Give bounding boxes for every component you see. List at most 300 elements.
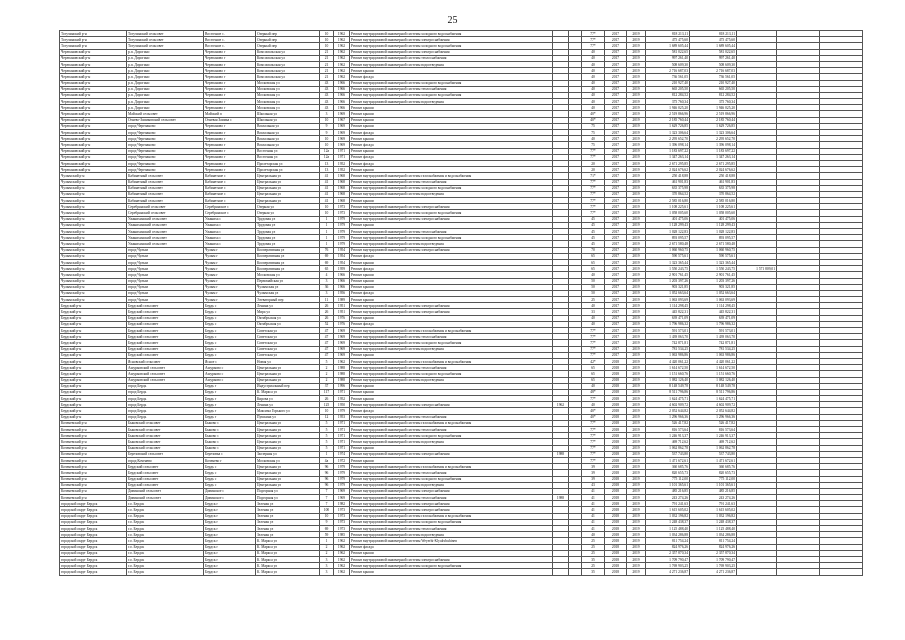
table-cell: Зеленая ул [256,526,320,532]
table-cell: Трудовая ул [256,229,320,235]
table-cell: 77* [582,352,605,358]
table-cell: 360 685,76 [690,464,737,470]
table-cell: 370 864,52 [646,191,690,197]
table-cell: 2019 [627,235,646,241]
table-cell: Бердский р-н [60,402,127,408]
table-cell: 40 [582,383,605,389]
table-cell: Ремонт внутридомовой инженерной системы газоснабжения и водоснабжения [350,513,553,519]
table-cell: 665 205,50 [646,86,690,92]
table-cell: 65 [320,266,334,272]
table-cell: Ремонт крыши [350,111,553,117]
table-cell: 2 [320,550,334,556]
table-cell: 10 [320,204,334,210]
table-cell: Озерный пер [256,43,320,49]
table-cell: 2018 [605,396,627,402]
table-cell: 2017 [605,55,627,61]
table-cell: 2019 [627,61,646,67]
table-cell: 4 602 909,72 [690,402,737,408]
table-cell: 2017 [605,284,627,290]
table-cell: Ремонт внутридомовой инженерной системы электроснабжения [350,507,553,513]
table-cell: Ремонт фасада [350,160,553,166]
table-cell: 1 629 726,85 [646,123,690,129]
table-cell: 1 [320,451,334,457]
table-cell: 1966 [334,272,350,278]
table-cell [569,569,582,575]
table-cell: 40 [582,86,605,92]
table-cell: 2019 [627,495,646,501]
table-cell: Быковский сельсовет [127,445,204,451]
table-cell: 2018 [605,408,627,414]
table-cell: Ремонт крыши [350,383,553,389]
table-row [60,569,863,575]
table-cell: 2019 [627,457,646,463]
table-cell: Ужаниха с [204,241,256,247]
table-cell: 1 151 660,76 [646,371,690,377]
table-cell: 2017 [605,340,627,346]
table-cell: 461 901,83 [646,179,690,185]
table-cell: 1 396 098,14 [690,142,737,148]
table-cell: 1971 [334,420,350,426]
table-cell: 1 796 986,32 [690,321,737,327]
table-cell: 26 [320,315,334,321]
table-cell: 10 [320,43,334,49]
table-cell: г.о. Бердск [127,519,204,525]
table-cell: Серебрянское с [204,204,256,210]
table-cell: Коченевский р-н [60,433,127,439]
table-cell: Коченевский р-н [60,445,127,451]
table-cell: 1968 [334,173,350,179]
table-cell: Московская ул [256,105,320,111]
table-cell: Черепановский р-н [60,105,127,111]
table-cell: г.о. Бердск [127,538,204,544]
table-cell: 2 185 760,44 [646,117,690,123]
table-cell: 2017 [605,266,627,272]
table-cell: Ремонт крыши [350,167,553,173]
table-cell: 2 024 676,62 [646,167,690,173]
table-cell: Быковский сельсовет [127,433,204,439]
table-cell: Ремонт внутридомовой инженерной системы теплоснабжения [350,334,553,340]
table-cell: городской округ Бердск [60,519,127,525]
table-cell: 41 [320,185,334,191]
table-cell: 1969 [334,328,350,334]
table-cell: Бердск г [204,519,256,525]
table-cell: Черепаново г [204,49,256,55]
table-cell: Ремонт внутридомовой инженерной системы водоотведения [350,439,553,445]
table-cell: Бердский сельсовет [127,340,204,346]
table-cell: Черепановский р-н [60,99,127,105]
table-cell: 40* [582,414,605,420]
table-cell: 2019 [627,266,646,272]
table-cell: Коченевский р-н [60,495,127,501]
table-cell: 824 976,26 [646,544,690,550]
table-cell: Ремонт внутридомовой инженерной системы холодного водоснабжения [350,433,553,439]
table-cell: Ремонт внутридомовой инженерной системы электроснабжения [350,204,553,210]
table-cell: Ремонт внутридомовой инженерной системы теплоснабжения [350,526,553,532]
table-cell: Кабинетное с [204,179,256,185]
table-cell: Ашурково с [204,371,256,377]
table-cell: 47 [320,340,334,346]
table-cell: Бердский сельсовет [127,482,204,488]
table-cell: 2018 [605,464,627,470]
table-cell: 1982 [334,501,350,507]
table-cell: 2017 [605,43,627,49]
table-cell: 1966 [334,92,350,98]
table-cell: Ремонт крыши [350,259,553,265]
table-cell: Чулым г [204,290,256,296]
table-cell: р.п. Дорогино [127,55,204,61]
table-cell: 2019 [627,297,646,303]
table-cell: 1 [320,229,334,235]
table-cell: Черепаново г [204,92,256,98]
table-cell: Чулым г [204,284,256,290]
table-cell: 2018 [605,427,627,433]
table-cell: Кабинетный сельсовет [127,198,204,204]
table-cell: 77* [582,185,605,191]
table-cell: Ремонт крыши [350,148,553,154]
table-cell: 96 [320,470,334,476]
table-cell: 2019 [627,309,646,315]
table-cell: 2017 [605,315,627,321]
table-cell: город Бердь [127,396,204,402]
table-cell: Ремонт внутридомовой инженерной системы теплоснабжения [350,427,553,433]
table-cell: 1969 [334,142,350,148]
table-cell: Ужанихинский сельсовет [127,241,204,247]
table-cell: 1967 [334,117,350,123]
table-cell: р.п. Дорогино [127,74,204,80]
table-cell: 1 571 809,01 [737,266,777,272]
table-cell: 1969 [334,334,350,340]
table-cell: 2017 [605,154,627,160]
table-cell: 12а [320,148,334,154]
table-cell: 45 [582,235,605,241]
table-cell: Коченевский р-н [60,420,127,426]
table-cell: город Чулым [127,284,204,290]
table-cell: 1 063 986,86 [690,352,737,358]
table-cell: Чулымский р-н [60,241,127,247]
table-cell: 997 261,40 [690,55,737,61]
table-cell: 77* [582,43,605,49]
table-cell: г.о. Бердск [127,526,204,532]
table-cell: 40 [582,92,605,98]
table-cell: 2 901 761,45 [690,272,737,278]
table-cell: Ремонт фасада [350,266,553,272]
table-cell: 1962 [334,74,350,80]
table-cell: 2019 [627,513,646,519]
table-cell: 1 946 025,20 [690,105,737,111]
table-cell: Кабинетный сельсовет [127,173,204,179]
table-cell: 1 060 960,75 [690,247,737,253]
table-cell: 820 655,73 [690,470,737,476]
table-cell: 2017 [605,235,627,241]
table-cell: Ремонт внутридомовой инженерной системы холодного водоснабжения [350,80,553,86]
table-cell: 2017 [605,61,627,67]
table-cell: 461 901,83 [690,179,737,185]
table-cell: 11 [320,297,334,303]
table-cell: 1962 [334,37,350,43]
table-cell: 1952 [334,396,350,402]
table-cell: 21 [320,55,334,61]
table-cell: 77* [582,439,605,445]
table-cell: Восточное с. [204,43,256,49]
table-cell: Центральная ул [256,420,320,426]
table-cell: Бердь г [204,389,256,395]
table-cell: Ремонт крыши [350,272,553,278]
table-cell: Ремонт крыши [350,222,553,228]
table-cell: Черепановский р-н [60,49,127,55]
table-cell: Ужаниха с [204,216,256,222]
table-cell: Центральная ул [256,198,320,204]
table-cell: 2019 [627,148,646,154]
table-cell: 3 [320,563,334,569]
table-cell [553,569,569,575]
table-cell: Бердь с [204,315,256,321]
table-cell: 2019 [627,315,646,321]
table-cell: Коченевский р-н [60,488,127,494]
table-cell: Озерная ул [256,210,320,216]
table-cell: 50 [582,290,605,296]
table-cell: Бердск г [204,569,256,575]
table-cell: город Чулым [127,297,204,303]
table-cell: Кооперативная ул [256,266,320,272]
table-cell: 2 519 866,96 [690,111,737,117]
table-cell: Ремонт внутридомовой инженерной системы газоснабжения и водоснабжения [350,173,553,179]
table-cell: 2019 [627,358,646,364]
table-cell: 2019 [627,365,646,371]
table-cell: Бердь с [204,346,256,352]
table-cell: 1 624 475,71 [646,396,690,402]
table-cell: 96 [320,482,334,488]
table-cell: 71* [582,173,605,179]
table-cell: Ремонт крыши [350,569,553,575]
table-cell: Серебрянский сельсовет [127,204,204,210]
table-cell: 100 [320,507,334,513]
table-cell: 25 [582,550,605,556]
table-cell: 2 585 016,80 [690,198,737,204]
table-cell: Коченевский р-н [60,457,127,463]
table-cell: 1951 [334,309,350,315]
table-cell: Бердский р-н [60,371,127,377]
table-cell: 2017 [605,222,627,228]
table-cell: 2017 [605,179,627,185]
table-cell: 33 [582,309,605,315]
table-cell: 7 [320,501,334,507]
table-cell: Ремонт внутридомовой инженерной системы холодного водоснабжения [350,476,553,482]
table-cell: 1 769 903,25 [690,563,737,569]
table-cell: Московская ул [256,86,320,92]
table-cell: 1 125 488,40 [690,526,737,532]
table-cell: Трудовая ул [256,216,320,222]
table-cell: Чулымский р-н [60,278,127,284]
table-cell: 2 185 760,44 [690,117,737,123]
table-cell: 1 769 903,25 [646,563,690,569]
table-cell: Московская ул [256,99,320,105]
table-cell: 40 [582,80,605,86]
table-cell: Чулым г [204,278,256,284]
table-cell: 10 [320,117,334,123]
table-cell: Зеленая ул [256,501,320,507]
table-cell: 1962 [334,563,350,569]
table-cell: Чулым г [204,297,256,303]
table-cell: Ремонт внутридомовой инженерной системы газоснабжения и водоснабжения [350,328,553,334]
table-cell: 445 822,31 [646,309,690,315]
table-cell: 1968 [334,185,350,191]
table-cell: Ашурково с [204,377,256,383]
table-cell: 1 946 025,20 [646,105,690,111]
table-cell: 2019 [627,222,646,228]
table-cell: 2018 [605,371,627,377]
table-cell: город Чулым [127,253,204,259]
table-cell: 1 689 605,44 [646,43,690,49]
table-cell: 1988 [553,495,569,501]
table-cell: 2018 [605,538,627,544]
table-cell: 1969 [334,123,350,129]
table-cell: Бердск г [204,556,256,562]
table-cell: 2018 [605,476,627,482]
table-cell: 75 [582,142,605,148]
table-cell: 1971 [334,433,350,439]
table-cell: 1988 [334,371,350,377]
table-cell: 665 205,50 [690,86,737,92]
table-cell: 2 671 580,48 [646,241,690,247]
table-cell: 2019 [627,105,646,111]
table-cell: 1974 [334,451,350,457]
table-cell: Бердский сельсовет [127,309,204,315]
table-cell: г.о. Бердск [127,532,204,538]
table-cell: г.о. Бердск [127,501,204,507]
table-cell: 5 [320,427,334,433]
table-cell: 1969 [334,130,350,136]
table-cell: Мира ул [256,309,320,315]
table-cell: 41 [582,501,605,507]
table-cell: Черепановский р-н [60,160,127,166]
table-cell: Максима Горького ул [256,408,320,414]
table-cell: 537 743,80 [690,451,737,457]
table-cell: 2017 [605,198,627,204]
table-cell: Бердский р-н [60,321,127,327]
table-cell: 2019 [627,556,646,562]
table-cell: Бердский р-н [60,315,127,321]
table-cell: 2017 [605,346,627,352]
table-cell: 1 128 299,43 [690,222,737,228]
table-cell: Бердь с [204,464,256,470]
table-cell: Зеленая ул [256,532,320,538]
table-cell: Ремонт внутридомовой инженерной системы водоотведения [350,377,553,383]
table-cell: 1971 [334,445,350,451]
table-cell: Коченевский р-н [60,476,127,482]
table-cell: 736 561,05 [646,74,690,80]
table-cell: 2017 [605,80,627,86]
table-cell: 2019 [627,464,646,470]
table-cell: 2019 [627,154,646,160]
table-cell: 41 [582,526,605,532]
table-cell: 47 [320,334,334,340]
table-cell: город Чулым [127,272,204,278]
table-cell: 40 [582,74,605,80]
table-cell: 1953 [334,414,350,420]
table-cell: Центральная ул [256,464,320,470]
table-cell: 775 112,00 [690,476,737,482]
table-cell: Кабинетное с [204,173,256,179]
table-cell: Бердь с [204,328,256,334]
table-cell: Ужаниха с [204,222,256,228]
table-cell: 1952 [334,160,350,166]
table-cell: 1979 [334,235,350,241]
table-cell: Черепаново г [204,99,256,105]
table-cell: 4 420 061,22 [690,358,737,364]
table-cell: 40 [582,105,605,111]
table-cell: 77* [582,346,605,352]
table-cell: Дивинское с [204,488,256,494]
table-cell: 1951 [334,303,350,309]
table-cell: 243 274,26 [646,495,690,501]
table-cell: 40 [582,532,605,538]
table-cell: 2017 [605,148,627,154]
table-cell: Ужаниха с [204,235,256,241]
table-cell: 77* [582,210,605,216]
table-cell: 2017 [605,303,627,309]
table-cell: 508 609,30 [646,61,690,67]
table-cell: Черепаново г [204,142,256,148]
table-cell: Ремонт внутридомовой инженерной системы электроснабжения [350,488,553,494]
table-cell: 1 108 225,61 [646,204,690,210]
table-cell: Чулым г [204,247,256,253]
table-cell: Комсомольская ул [256,61,320,67]
table-cell: Черепановский р-н [60,167,127,173]
table-cell: Вокзальная ул [256,136,320,142]
table-cell: К. Маркса ул [256,550,320,556]
table-cell: 21 [320,68,334,74]
table-cell: 50 [582,278,605,284]
table-cell: 2 671 295,85 [646,160,690,166]
table-cell: 4 271 236,87 [690,569,737,575]
table-cell: 2019 [627,43,646,49]
table-cell: Ашурковский сельсовет [127,371,204,377]
table-cell: Черепаново г [204,167,256,173]
table-cell: 375 760,34 [646,99,690,105]
table-cell: Чулымский р-н [60,259,127,265]
table-cell: Черепаново г [204,123,256,129]
table-cell: 2019 [627,198,646,204]
table-cell: Бердск г [204,538,256,544]
table-cell: 2019 [627,136,646,142]
table-cell: Ремонт крыши [350,352,553,358]
table-cell: Центральная ул [256,427,320,433]
table-cell: 1966 [334,278,350,284]
table-cell: 2017 [605,173,627,179]
table-cell: Бердь с [204,482,256,488]
table-cell: Чулымский р-н [60,198,127,204]
table-cell: Тогучинский сельсовет [127,31,204,37]
table-cell [820,569,863,575]
table-cell: 1 082 126,40 [646,377,690,383]
table-cell: Бердский р-н [60,346,127,352]
table-cell: 1971 [334,427,350,433]
table-cell: Пролетарская ул [256,160,320,166]
table-cell: Черепаново г [204,160,256,166]
table-cell: Ремонт фасада [350,290,553,296]
table-cell: Ремонт внутридомовой инженерной системы электроснабжения [350,49,553,55]
table-cell: Московская ул [256,457,320,463]
table-cell: 26 [320,309,334,315]
table-cell: 2019 [627,433,646,439]
table-cell: 41 [320,173,334,179]
table-cell: 77* [582,457,605,463]
table-cell: Ремонт внутридомовой инженерной системы электроснабжения [350,451,553,457]
table-cell: Бердский сельсовет [127,476,204,482]
table-cell: 1 396 098,14 [646,142,690,148]
table-cell: 635 375,98 [646,185,690,191]
table-cell: 1959 [334,266,350,272]
